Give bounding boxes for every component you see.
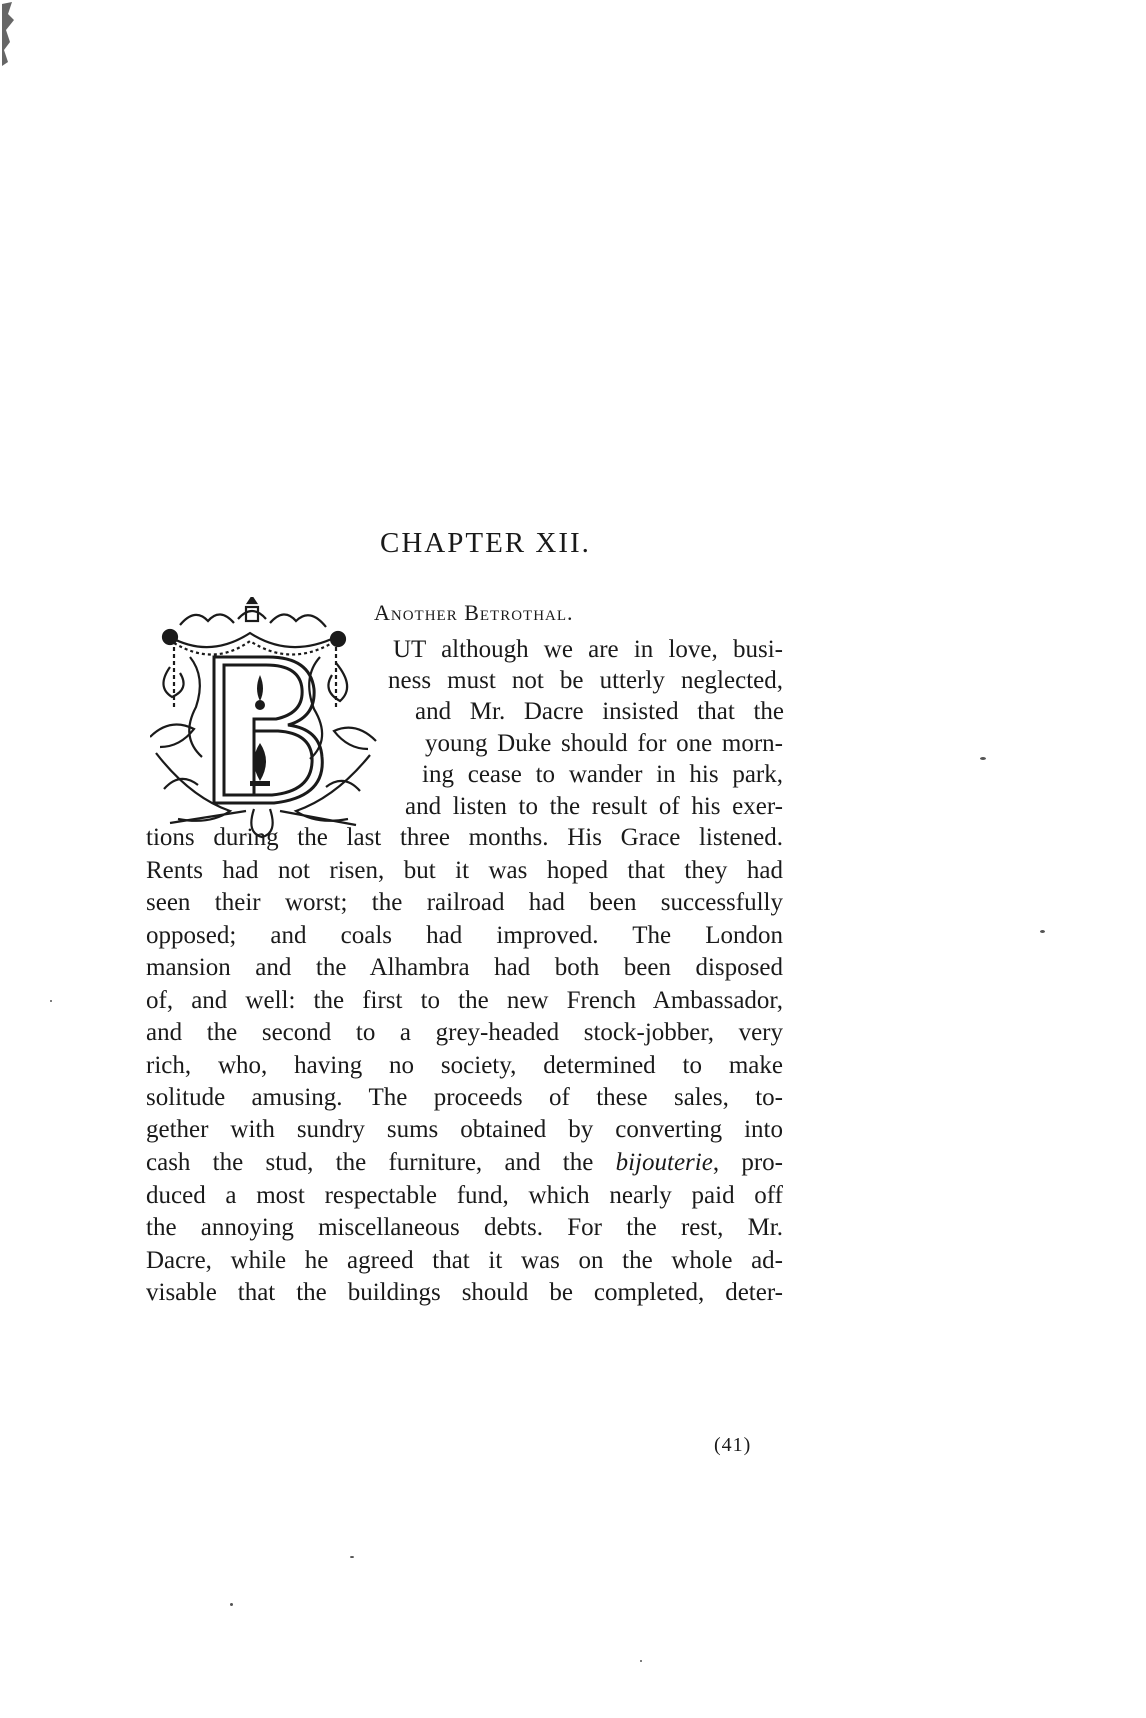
text-line: duced a most respectable fund, which nearly paid off (146, 1182, 783, 1209)
scan-speck (50, 1000, 52, 1002)
text-line: UT although we are in love, busi- (393, 636, 783, 663)
text-line: rich, who, having no society, determined to make (146, 1052, 783, 1079)
text-line: tions during the last three months. His Grace listened. (146, 824, 783, 851)
text-line: and listen to the result of his exer- (405, 793, 783, 820)
italic-word: bijouterie (615, 1149, 713, 1176)
text-line: young Duke should for one morn- (425, 730, 783, 757)
scan-speck (1040, 930, 1045, 933)
text-line: opposed; and coals had improved. The London (146, 922, 783, 949)
text-line: gether with sundry sums obtained by converting into (146, 1116, 783, 1143)
chapter-title: CHAPTER XII. (380, 527, 591, 559)
text-line: seen their worst; the railroad had been successfully (146, 889, 783, 916)
page-number: (41) (714, 1434, 752, 1456)
text-line: and Mr. Dacre insisted that the (415, 698, 784, 725)
scan-smudge (0, 0, 22, 70)
text-line: ness must not be utterly neglected, (388, 667, 783, 694)
chapter-subtitle: Another Betrothal. (374, 600, 574, 625)
scan-speck (980, 757, 986, 760)
text-line: mansion and the Alhambra had both been disposed (146, 954, 783, 981)
scan-speck (640, 1660, 642, 1662)
text-line: solitude amusing. The proceeds of these sales, to- (146, 1084, 783, 1111)
scan-speck (230, 1603, 233, 1606)
text-line: visable that the buildings should be completed, deter- (146, 1279, 783, 1306)
text-line: of, and well: the first to the new French Ambassador, (146, 987, 783, 1014)
text-line: the annoying miscellaneous debts. For the rest, Mr. (146, 1214, 783, 1241)
text-line: ing cease to wander in his park, (422, 761, 783, 788)
scan-speck (350, 1556, 354, 1558)
text-line: Rents had not risen, but it was hoped that they had (146, 857, 783, 884)
text-line: and the second to a grey-headed stock-jobber, very (146, 1019, 783, 1046)
text-line: Dacre, while he agreed that it was on the whole ad- (146, 1247, 783, 1274)
ornamental-drop-cap (150, 597, 390, 847)
text-line: cash the stud, the furniture, and the bijouterie, pro- (146, 1149, 783, 1176)
